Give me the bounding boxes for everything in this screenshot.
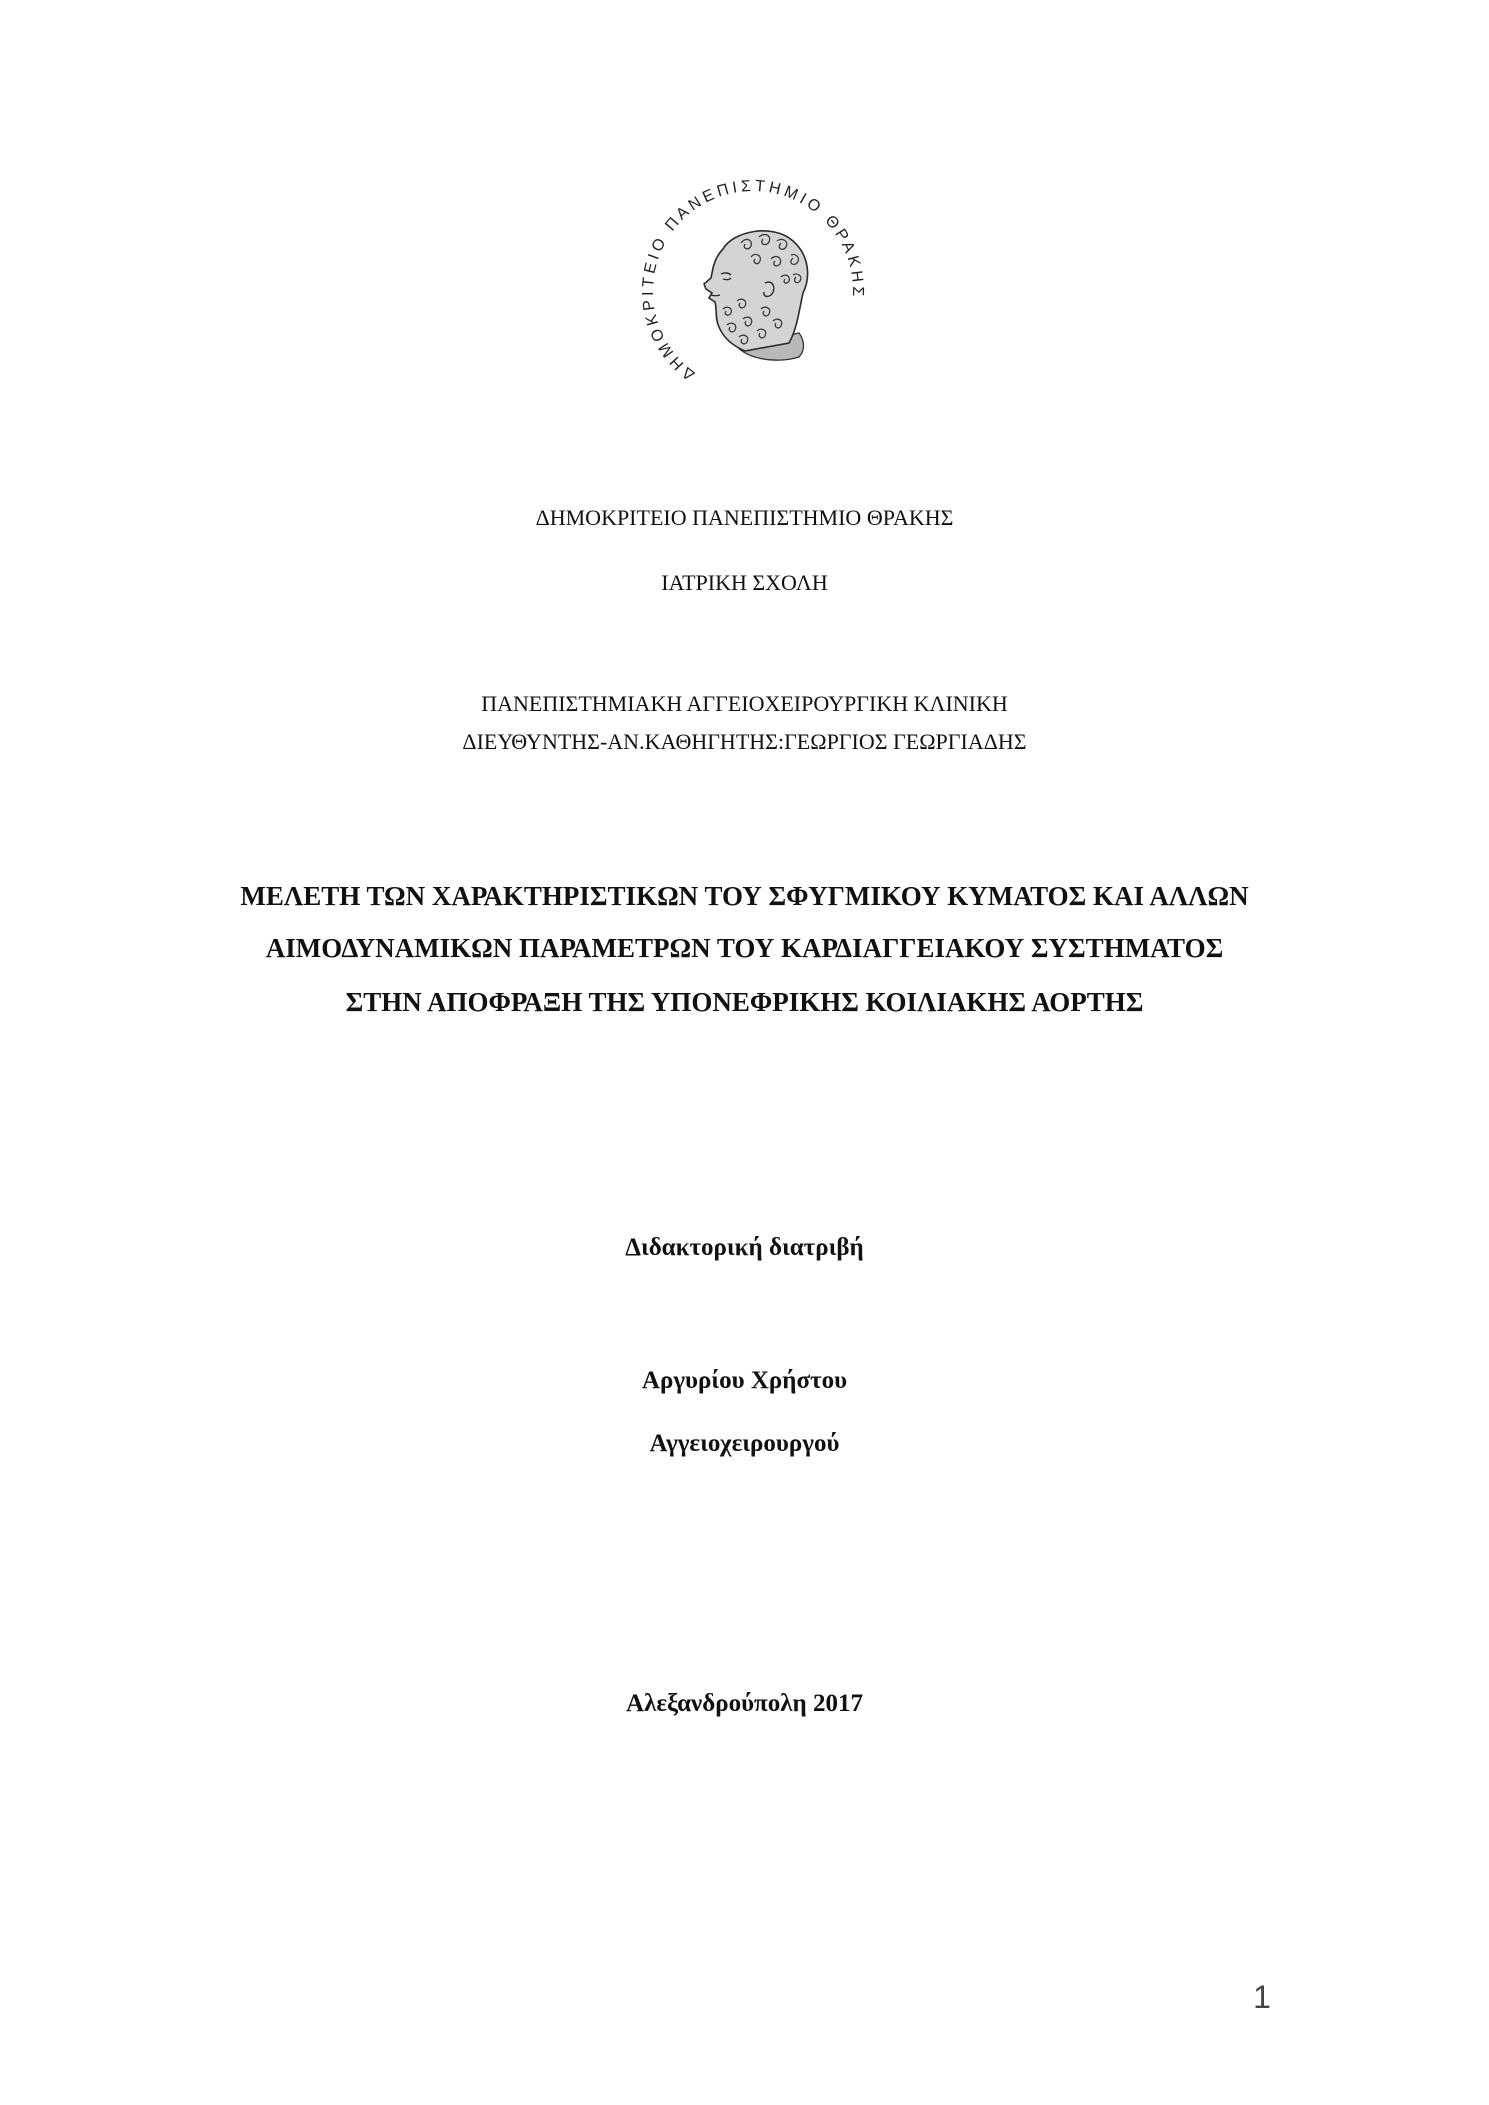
thesis-type: Διδακτορική διατριβή [625, 1234, 864, 1261]
democritus-head-illustration [704, 231, 808, 360]
clinic-director: ΔΙΕΥΘΥΝΤΗΣ-ΑΝ.ΚΑΘΗΓΗΤΗΣ:ΓΕΩΡΓΙΟΣ ΓΕΩΡΓΙΑΔΗΣ [462, 729, 1027, 754]
university-seal-logo [623, 161, 883, 421]
university-name: ΔΗΜΟΚΡΙΤΕΙΟ ΠΑΝΕΠΙΣΤΗΜΙΟ ΘΡΑΚΗΣ [535, 505, 954, 530]
thesis-title-line: ΜΕΛΕΤΗ ΤΩΝ ΧΑΡΑΚΤΗΡΙΣΤΙΚΩΝ ΤΟΥ ΣΦΥΓΜΙΚΟΥ ΚΥΜΑΤΟΣ ΚΑΙ ΑΛΛΩΝ [240, 881, 1249, 911]
school-name: ΙΑΤΡΙΚΗ ΣΧΟΛΗ [661, 570, 828, 595]
seal-ring-text-path: ΔΗΜΟΚΡΙΤΕΙΟ ΠΑΝΕΠΙΣΤΗΜΙΟ ΘΡΑΚΗΣ [639, 177, 867, 384]
thesis-title-line: ΑΙΜΟΔΥΝΑΜΙΚΩΝ ΠΑΡΑΜΕΤΡΩΝ ΤΟΥ ΚΑΡΔΙΑΓΓΕΙΑΚΟΥ ΣΥΣΤΗΜΑΤΟΣ [265, 933, 1224, 963]
author-specialty: Αγγειοχειρουργού [649, 1430, 840, 1457]
thesis-title-line: ΣΤΗΝ ΑΠΟΦΡΑΞΗ ΤΗΣ ΥΠΟΝΕΦΡΙΚΗΣ ΚΟΙΛΙΑΚΗΣ ΑΟΡΤΗΣ [345, 987, 1144, 1017]
clinic-name: ΠΑΝΕΠΙΣΤΗΜΙΑΚΗ ΑΓΓΕΙΟΧΕΙΡΟΥΡΓΙΚΗ ΚΛΙΝΙΚΗ [481, 691, 1008, 716]
page-number: 1 [1253, 1979, 1271, 2015]
place-and-year: Αλεξανδρούπολη 2017 [626, 1690, 863, 1717]
author-name: Αργυρίου Χρήστου [641, 1367, 848, 1394]
